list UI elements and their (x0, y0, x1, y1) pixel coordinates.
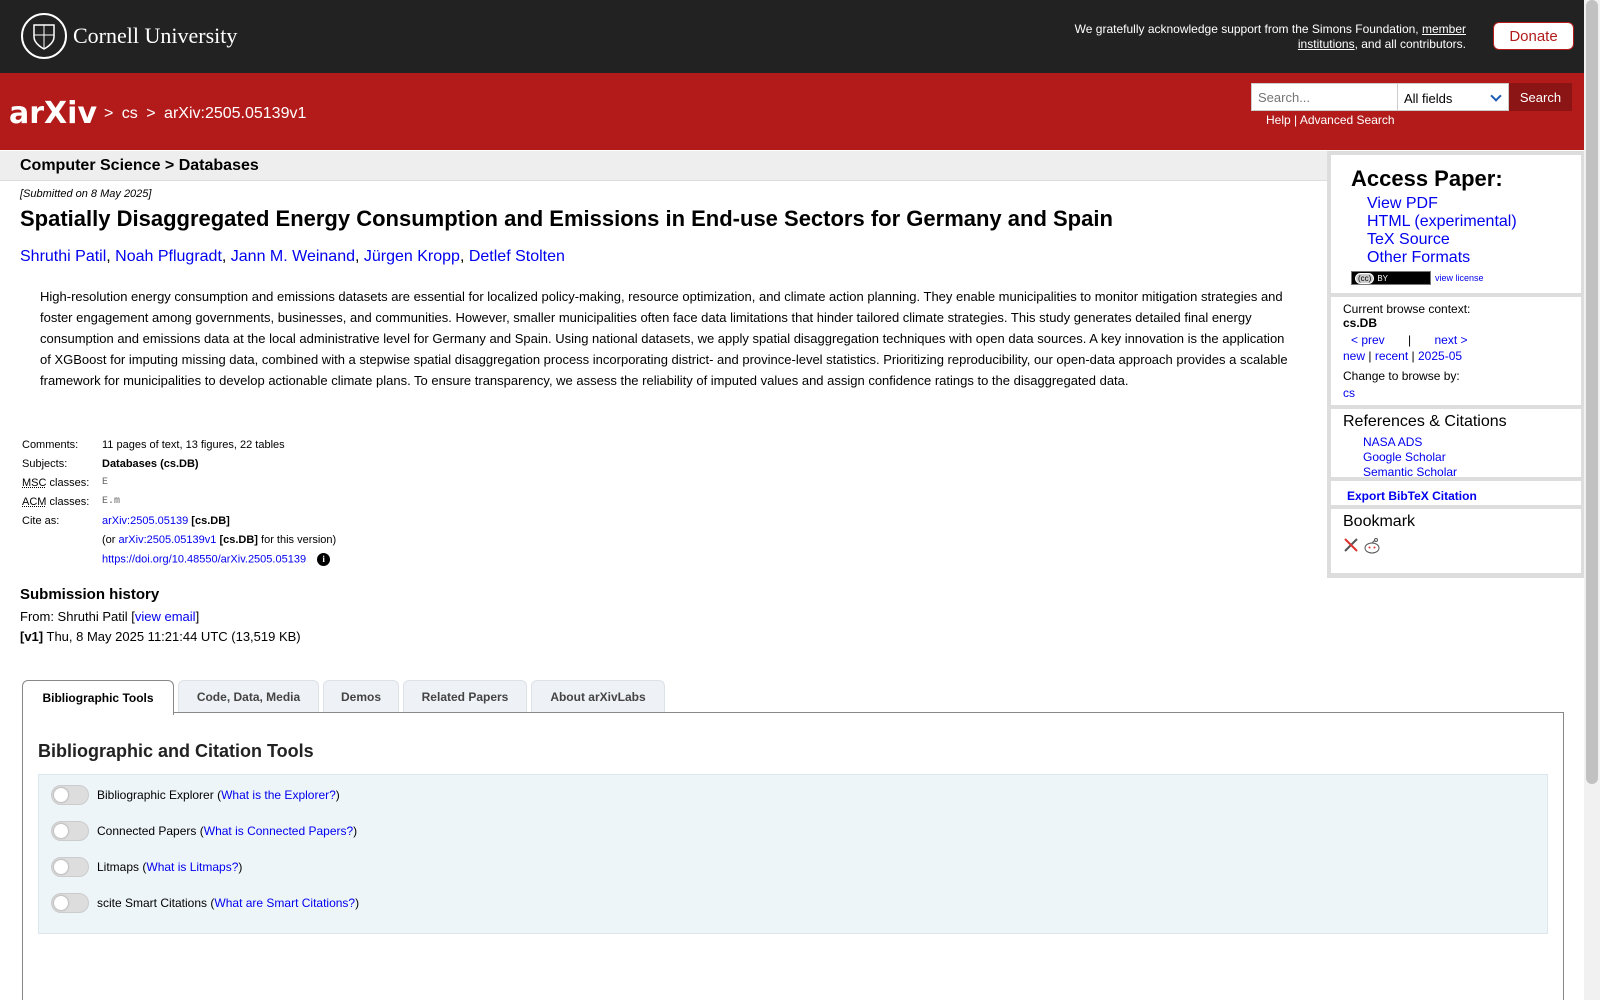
cornell-seal-icon (21, 13, 67, 59)
toggle-row-scite: scite Smart Citations ( What are Smart Citations? ) (51, 893, 359, 913)
toggle-switch[interactable] (51, 785, 89, 805)
recent-link[interactable]: recent (1374, 349, 1409, 363)
other-formats-link[interactable]: Other Formats (1367, 249, 1471, 266)
search-input[interactable] (1251, 83, 1398, 111)
help-links: Help | Advanced Search (1266, 113, 1395, 127)
bookmark-box (1331, 509, 1581, 573)
metadata-table (20, 436, 338, 570)
toggle-list (38, 774, 1548, 934)
export-box (1331, 481, 1581, 505)
tab-related-papers[interactable]: Related Papers (403, 680, 527, 713)
comments-value: 11 pages of text, 13 figures, 22 tables (102, 439, 285, 451)
version-entry: [v1] Thu, 8 May 2025 11:21:44 UTC (13,519 KB) (20, 629, 301, 644)
doi-link[interactable]: https://doi.org/10.48550/arXiv.2505.05139 (102, 553, 307, 566)
subject-heading: Computer Science > Databases (20, 157, 259, 174)
table-row: (or arXiv:2505.05139v1 [cs.DB] for this version) (102, 534, 337, 546)
nav-bar (0, 73, 1584, 150)
cc-license-badge[interactable]: (cc) BY (1351, 271, 1431, 285)
msc-value: E (102, 477, 109, 488)
toggle-help-link[interactable]: What is Connected Papers? (203, 824, 354, 838)
version-link[interactable]: arXiv:2505.05139v1 (118, 534, 217, 546)
toggle-help-link[interactable]: What is Litmaps? (146, 860, 239, 874)
table-row: Subjects: Databases (cs.DB) (20, 455, 338, 474)
toggle-help-link[interactable]: What is the Explorer? (221, 788, 336, 802)
tab-code-data-media[interactable]: Code, Data, Media (178, 680, 319, 713)
arxiv-logo-text: arXiv (9, 96, 98, 131)
info-icon[interactable]: i (317, 553, 330, 566)
paper-title: Spatially Disaggregated Energy Consumption and Emissions in End-use Sectors for Germany and Spain (20, 206, 1113, 231)
breadcrumb-cs-link[interactable]: cs (121, 105, 138, 122)
table-row: Comments: 11 pages of text, 13 figures, 22 tables (20, 436, 338, 455)
scrollbar-thumb[interactable] (1586, 0, 1598, 784)
bibsonomy-icon[interactable] (1343, 537, 1359, 553)
view-license-link[interactable]: view license (1435, 273, 1484, 283)
toggle-switch[interactable] (51, 893, 89, 913)
toggle-row-connected-papers: Connected Papers ( What is Connected Papers? ) (51, 821, 357, 841)
browse-context-value: cs.DB (1343, 316, 1378, 330)
author-list: Shruthi Patil, Noah Pflugradt, Jann M. Weinand, Jürgen Kropp, Detlef Stolten (20, 248, 565, 265)
help-link[interactable]: Help (1266, 113, 1291, 127)
table-row (20, 550, 338, 570)
author-link[interactable]: Shruthi Patil (20, 248, 107, 265)
table-row: ACM classes: E.m (20, 493, 338, 512)
toggle-row-litmaps: Litmaps ( What is Litmaps? ) (51, 857, 242, 877)
references-box (1331, 409, 1581, 477)
next-link[interactable]: next > (1434, 333, 1468, 347)
cc-icon: (cc) (1355, 273, 1374, 284)
tab-bibliographic-tools[interactable]: Bibliographic Tools (22, 680, 174, 715)
cite-link[interactable]: arXiv:2505.05139 (102, 515, 189, 527)
breadcrumb-paper-id: arXiv:2505.05139v1 (164, 105, 307, 122)
google-scholar-link[interactable]: Google Scholar (1363, 450, 1446, 464)
panel-title: Bibliographic and Citation Tools (38, 741, 314, 761)
reddit-icon[interactable] (1363, 537, 1381, 555)
bookmark-heading: Bookmark (1343, 513, 1416, 530)
tab-about-arxivlabs[interactable]: About arXivLabs (531, 680, 665, 713)
html-link[interactable]: HTML (experimental) (1367, 213, 1517, 230)
tab-demos[interactable]: Demos (323, 680, 399, 713)
subjects-value: Databases (cs.DB) (102, 458, 199, 470)
access-paper-box (1331, 155, 1581, 293)
top-header (0, 0, 1584, 73)
author-link[interactable]: Jann M. Weinand (230, 248, 355, 265)
access-heading: Access Paper: (1351, 166, 1503, 191)
tex-source-link[interactable]: TeX Source (1367, 231, 1450, 248)
submission-history-heading: Submission history (20, 586, 160, 603)
toggle-switch[interactable] (51, 857, 89, 877)
table-row: Cite as: arXiv:2505.05139 [cs.DB] (22, 515, 230, 527)
advanced-search-link[interactable]: Advanced Search (1299, 113, 1395, 127)
submission-from: From: Shruthi Patil [view email] (20, 609, 200, 624)
author-link[interactable]: Jürgen Kropp (363, 248, 460, 265)
new-link[interactable]: new (1343, 349, 1366, 363)
arxiv-logo[interactable] (9, 93, 101, 138)
export-bibtex-link[interactable]: Export BibTeX Citation (1347, 489, 1477, 503)
toggle-switch[interactable] (51, 821, 89, 841)
semantic-scholar-link[interactable]: Semantic Scholar (1363, 465, 1458, 479)
cornell-logo[interactable] (21, 13, 237, 59)
references-heading: References & Citations (1343, 413, 1507, 430)
author-link[interactable]: Noah Pflugradt (115, 248, 222, 265)
abstract: High-resolution energy consumption and emissions datasets are essential for localized policy-making, resource optimization, and climate action planning. They enable municipalities to monitor mitigation strategies and foster engagement among governments, businesses, and communities. However, smaller municipalities often face data limitations that hinder tailored climate strategies. This study generates detailed final energy consumption and emissions data at the local administrative level for Germany and Spain. Using national datasets, we apply spatial disaggregation techniques with open data sources. A key innovation is the application of XGBoost for imputing missing data, combined with a stepwise spatial disaggregation process incorporating district- and province-level statistics. Prioritizing reproducibility, our open-data approach provides a scalable framework for municipalities to develop actionable climate plans. To ensure transparency, we assess the reliability of imputed values and assign confidence ratings to the disaggregated data. (40, 289, 1288, 388)
sidebar (1327, 151, 1585, 578)
search-button[interactable]: Search (1509, 83, 1572, 111)
scrollbar[interactable] (1584, 0, 1600, 1000)
author-link[interactable]: Detlef Stolten (468, 248, 565, 265)
toggle-row-bibliographic-explorer: Bibliographic Explorer ( What is the Explorer? ) (51, 785, 340, 805)
cornell-name: Cornell University (73, 23, 238, 48)
acm-value: E.m (102, 496, 121, 507)
subject-bar (0, 151, 1327, 181)
donate-button[interactable]: Donate (1493, 22, 1574, 50)
browse-context-box: Current browse context: cs.DB < prev | next > new | recent | 2025-05 Change to browse by: cs (1331, 297, 1581, 405)
table-row: MSC classes: E (20, 474, 338, 493)
browse-cs-link[interactable]: cs (1343, 386, 1355, 400)
view-pdf-link[interactable]: View PDF (1367, 195, 1438, 212)
acknowledgement: We gratefully acknowledge support from the Simons Foundation, member institutions, and all contributors. (1074, 22, 1466, 51)
chevron-down-icon (1490, 90, 1501, 101)
nasa-ads-link[interactable]: NASA ADS (1363, 435, 1423, 449)
view-email-link[interactable]: view email (134, 609, 196, 624)
access-links (1367, 195, 1517, 267)
prev-link[interactable]: < prev (1351, 333, 1385, 347)
toggle-help-link[interactable]: What are Smart Citations? (214, 896, 356, 910)
month-link[interactable]: 2025-05 (1418, 349, 1463, 363)
submission-date: [Submitted on 8 May 2025] (20, 188, 152, 200)
search-field-select[interactable]: All fields (1397, 83, 1509, 111)
breadcrumb: > cs > arXiv:2505.05139v1 (104, 105, 307, 122)
member-institutions-link[interactable]: member institutions (1297, 22, 1466, 51)
